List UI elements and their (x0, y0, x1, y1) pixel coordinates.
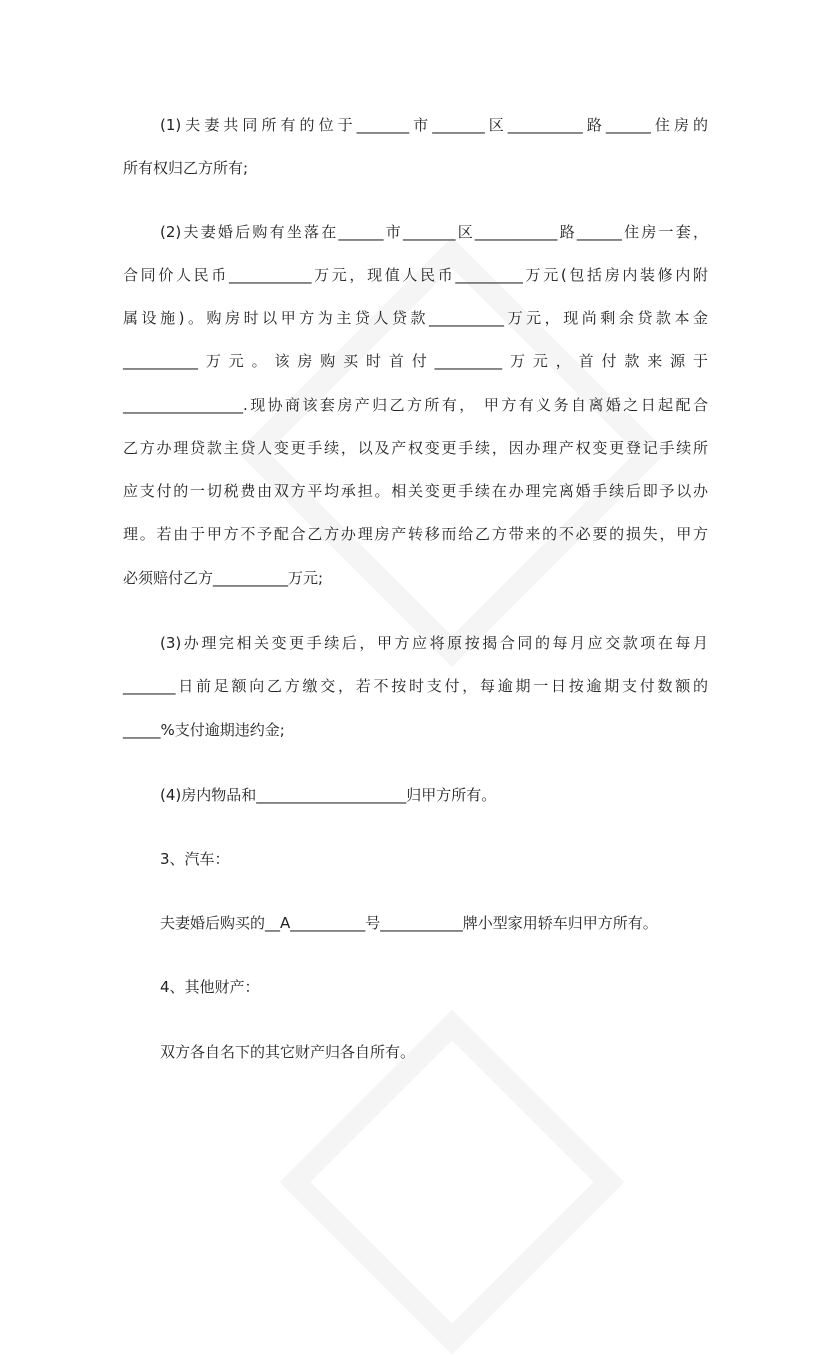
clause-2-line-3: 属设施)。购房时以甲方为主贷人贷款__________万元，现尚剩余贷款本金 (123, 309, 708, 327)
car-clause: 夫妻婚后购买的__A__________号___________牌小型家用轿车归甲方所有。 (160, 914, 658, 932)
clause-2-line-2: 合同价人民币___________万元，现值人民币_________万元(包括房内装修内附 (123, 266, 708, 284)
clause-2-line-8: 理。若由于甲方不予配合乙方办理房产转移而给乙方带来的不必要的损失，甲方 (123, 525, 708, 543)
clause-2-line-6: 乙方办理贷款主贷人变更手续，以及产权变更手续，因办理产权变更登记手续所 (123, 439, 708, 457)
clause-4: (4)房内物品和____________________归甲方所有。 (160, 786, 497, 804)
clause-2-line-4: __________万元。该房购买时首付_________万元，首付款来源于 (123, 352, 708, 370)
clause-2-line-9: 必须赔付乙方__________万元; (123, 569, 324, 587)
clause-1-line-2: 所有权归乙方所有; (123, 159, 249, 177)
clause-2-line-1: (2)夫妻婚后购有坐落在______市_______区___________路______住房一套， (160, 223, 708, 241)
clause-3-line-1: (3)办理完相关变更手续后，甲方应将原按揭合同的每月应交款项在每月 (160, 634, 708, 652)
clause-2-line-7: 应支付的一切税费由双方平均承担。相关变更手续在办理完离婚手续后即予以办 (123, 482, 708, 500)
clause-2-line-5: ________________.现协商该套房产归乙方所有， 甲方有义务自离婚之日起配合 (123, 396, 708, 414)
clause-1-line-1: (1)夫妻共同所有的位于_______市_______区__________路______住房的 (160, 116, 708, 134)
clause-3-line-3: _____%支付逾期违约金; (123, 721, 285, 739)
section-4-heading: 4、其他财产： (160, 978, 260, 996)
section-3-heading: 3、汽车： (160, 850, 230, 868)
clause-3-line-2: _______日前足额向乙方缴交，若不按时支付，每逾期一日按逾期支付数额的 (123, 677, 708, 695)
other-property-clause: 双方各自名下的其它财产归各自所有。 (160, 1043, 416, 1061)
